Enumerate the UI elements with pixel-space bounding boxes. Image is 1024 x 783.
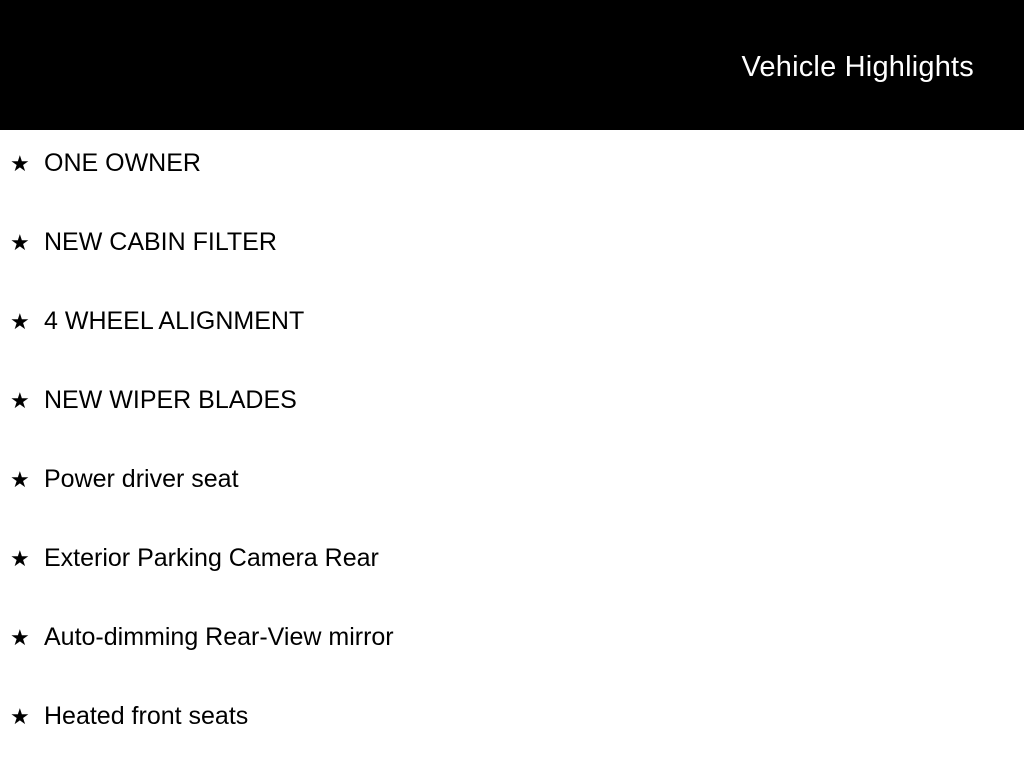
highlight-label: 4 WHEEL ALIGNMENT — [44, 307, 305, 335]
list-item — [0, 546, 1024, 625]
vehicle-highlights-list — [0, 130, 1024, 783]
star-icon: ★ — [10, 704, 30, 729]
highlight-label: Exterior Parking Camera Rear — [44, 544, 379, 572]
highlight-label: ONE OWNER — [44, 149, 201, 177]
star-icon: ★ — [10, 625, 30, 650]
page-title: Vehicle Highlights — [741, 50, 974, 83]
star-icon: ★ — [10, 309, 30, 334]
highlight-label: NEW CABIN FILTER — [44, 228, 277, 256]
list-item — [0, 388, 1024, 467]
list-item — [0, 309, 1024, 388]
list-item — [0, 467, 1024, 546]
header-bar — [0, 0, 1024, 130]
list-item — [0, 704, 1024, 783]
star-icon: ★ — [10, 546, 30, 571]
star-icon: ★ — [10, 230, 30, 255]
highlight-label: Heated front seats — [44, 702, 249, 730]
list-item — [0, 151, 1024, 230]
list-item — [0, 625, 1024, 704]
star-icon: ★ — [10, 151, 30, 176]
list-item — [0, 230, 1024, 309]
highlight-label: Power driver seat — [44, 465, 239, 493]
highlight-label: Auto-dimming Rear-View mirror — [44, 623, 394, 651]
star-icon: ★ — [10, 467, 30, 492]
highlight-label: NEW WIPER BLADES — [44, 386, 297, 414]
star-icon: ★ — [10, 388, 30, 413]
